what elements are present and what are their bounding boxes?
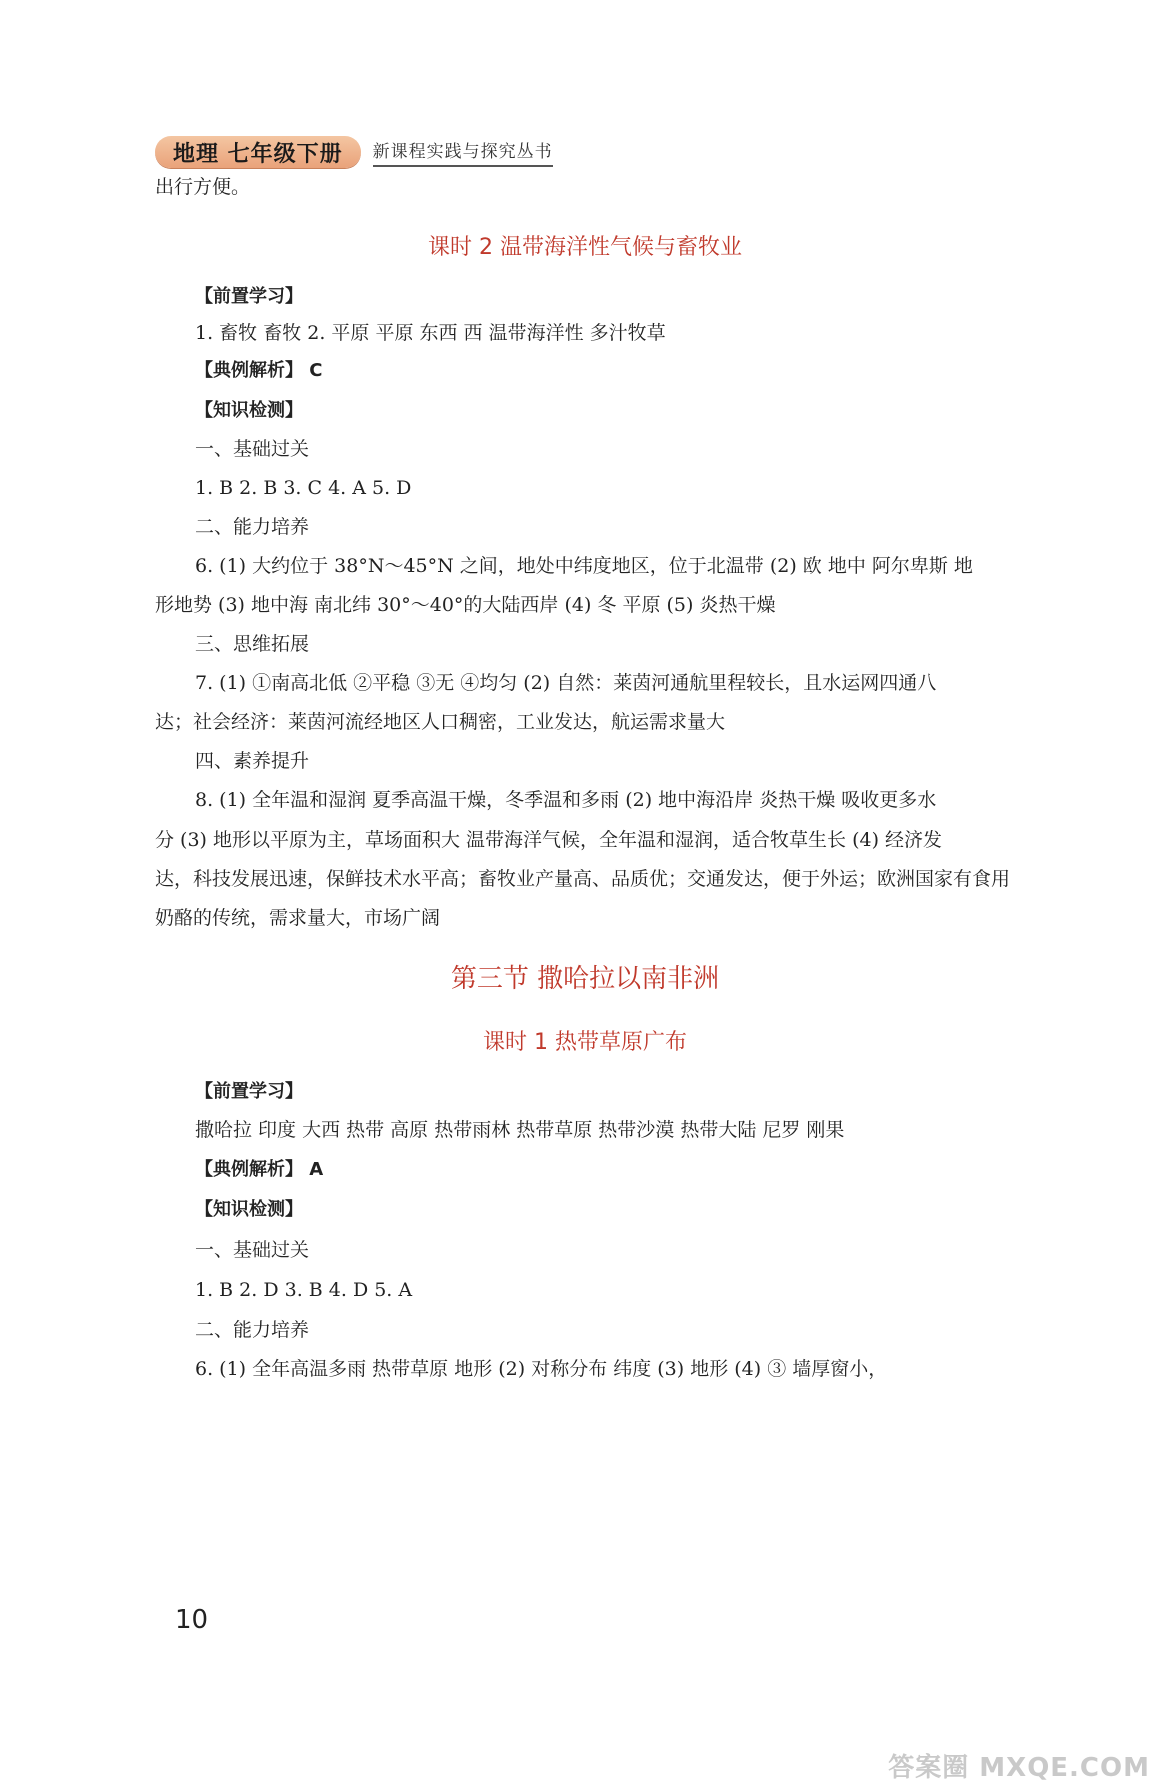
text-line: 达，科技发展迅速，保鲜技术水平高；畜牧业产量高、品质优；交通发达，便于外运；欧洲国家有食用 bbox=[155, 868, 1011, 890]
page-number: 10 bbox=[175, 1605, 209, 1635]
section-heading: 【知识检测】 bbox=[195, 400, 303, 421]
text-line: 四、素养提升 bbox=[195, 750, 310, 772]
subject-badge: 地理 七年级下册 bbox=[155, 136, 361, 168]
text-line: 出行方便。 bbox=[155, 176, 251, 198]
text-line: 8. (1) 全年温和湿润 夏季高温干燥，冬季温和多雨 (2) 地中海沿岸 炎热干燥 吸收更多水 bbox=[195, 789, 937, 811]
section-heading: 【典例解析】 C bbox=[195, 360, 323, 381]
lesson-title: 课时 1 热带草原广布 bbox=[483, 1030, 687, 1055]
text-line: 一、基础过关 bbox=[195, 1239, 310, 1261]
text-line: 二、能力培养 bbox=[195, 1319, 310, 1341]
text-line: 形地势 (3) 地中海 南北纬 30°～40°的大陆西岸 (4) 冬 平原 (5) 炎热干燥 bbox=[155, 594, 776, 616]
text-line: 奶酪的传统，需求量大，市场广阔 bbox=[155, 907, 441, 929]
series-name: 新课程实践与探究丛书 bbox=[373, 137, 553, 167]
running-header bbox=[155, 135, 553, 169]
watermark: 答案圈 MXQE.COM bbox=[888, 1753, 1150, 1783]
section-heading: 【前置学习】 bbox=[195, 286, 303, 307]
text-line: 分 (3) 地形以平原为主，草场面积大 温带海洋气候，全年温和湿润，适合牧草生长 (4) 经济发 bbox=[155, 829, 943, 851]
text-line: 一、基础过关 bbox=[195, 438, 310, 460]
text-line: 二、能力培养 bbox=[195, 516, 310, 538]
text-line: 1. 畜牧 畜牧 2. 平原 平原 东西 西 温带海洋性 多汁牧草 bbox=[195, 322, 666, 344]
text-line: 7. (1) ①南高北低 ②平稳 ③无 ④均匀 (2) 自然：莱茵河通航里程较长，且水运网四通八 bbox=[195, 672, 937, 694]
lesson-title: 课时 2 温带海洋性气候与畜牧业 bbox=[428, 235, 742, 260]
text-line: 6. (1) 全年高温多雨 热带草原 地形 (2) 对称分布 纬度 (3) 地形 (4) ③ 墙厚窗小， bbox=[195, 1358, 888, 1380]
text-line: 1. B 2. D 3. B 4. D 5. A bbox=[195, 1279, 413, 1301]
text-line: 撒哈拉 印度 大西 热带 高原 热带雨林 热带草原 热带沙漠 热带大陆 尼罗 刚果 bbox=[195, 1119, 845, 1141]
section-heading: 【知识检测】 bbox=[195, 1199, 303, 1220]
chapter-title: 第三节 撒哈拉以南非洲 bbox=[450, 964, 720, 994]
section-heading: 【前置学习】 bbox=[195, 1081, 303, 1102]
text-line: 三、思维拓展 bbox=[195, 633, 310, 655]
section-heading: 【典例解析】 A bbox=[195, 1159, 324, 1180]
text-line: 达；社会经济：莱茵河流经地区人口稠密，工业发达，航运需求量大 bbox=[155, 711, 726, 733]
text-line: 6. (1) 大约位于 38°N～45°N 之间，地处中纬度地区，位于北温带 (2) 欧 地中 阿尔卑斯 地 bbox=[195, 555, 973, 577]
text-line: 1. B 2. B 3. C 4. A 5. D bbox=[195, 477, 412, 499]
